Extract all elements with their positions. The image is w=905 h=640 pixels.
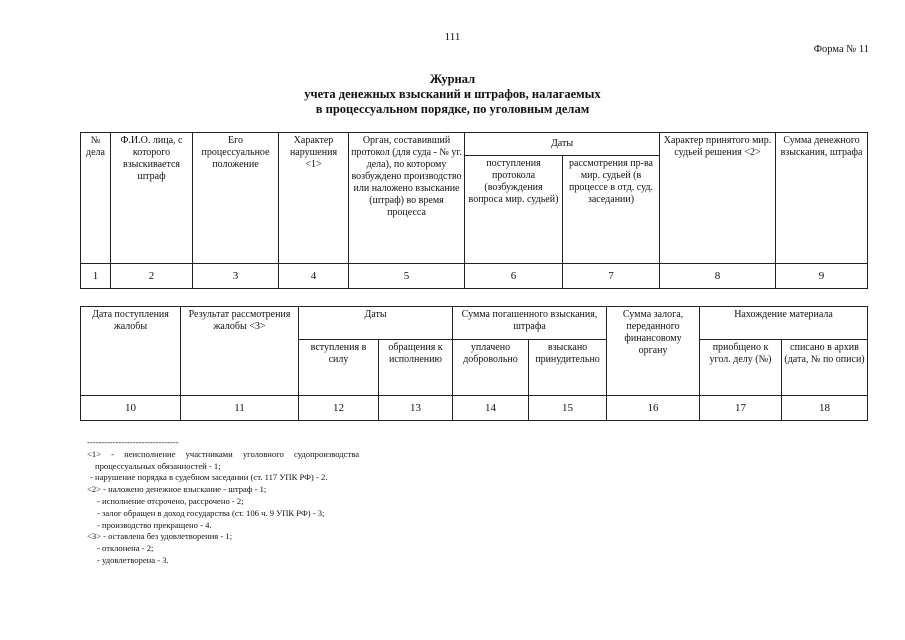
- header-collected-forcibly: взыскано принудительно: [529, 340, 607, 396]
- column-number: 2: [111, 264, 193, 289]
- footnote-3-option-2: - отклонена - 2;: [97, 543, 154, 554]
- column-number: 17: [700, 396, 782, 421]
- header-decision-type: Характер принятого мир. судьей решения <2>: [660, 133, 776, 264]
- header-procedural-status: Его процессуальное положение: [193, 133, 279, 264]
- column-number: 11: [181, 396, 299, 421]
- header-complaint-date: Дата поступления жалобы: [81, 307, 181, 396]
- header-violation-type: Характер нарушения <1>: [279, 133, 349, 264]
- footnote-1-option-2: - нарушение порядка в судебном заседании (ст. 117 УПК РФ) - 2.: [90, 472, 328, 483]
- header-dates-2: Даты: [299, 307, 453, 340]
- footnote-separator: --------------------------------: [87, 437, 179, 447]
- column-number: 4: [279, 264, 349, 289]
- journal-subtitle-line-1: учета денежных взысканий и штрафов, налагаемых: [304, 87, 601, 101]
- journal-subtitle-line-2: в процессуальном порядке, по уголовным делам: [315, 102, 590, 116]
- header-enforcement-date: обращения к исполнению: [379, 340, 453, 396]
- column-number: 16: [607, 396, 700, 421]
- column-numbers-row-2: [81, 396, 868, 421]
- journal-table-part-2: [80, 306, 868, 421]
- column-number: 7: [563, 264, 660, 289]
- column-number: 15: [529, 396, 607, 421]
- footnote-2-option-3: - залог обращен в доход государства (ст. 106 ч. 9 УПК РФ) - 3;: [97, 507, 325, 518]
- column-number: 8: [660, 264, 776, 289]
- header-sum-paid: Сумма погашенного взыскания, штрафа: [453, 307, 607, 340]
- header-effective-date: вступления в силу: [299, 340, 379, 396]
- header-attached-to-case: приобщено к угол. делу (№): [700, 340, 782, 396]
- column-number: 5: [349, 264, 465, 289]
- header-case-number: № дела: [81, 133, 111, 264]
- footnote-2-option-4: - производство прекращено - 4.: [97, 519, 212, 530]
- column-number: 1: [81, 264, 111, 289]
- column-number: 6: [465, 264, 563, 289]
- column-number: 18: [782, 396, 868, 421]
- form-label: Форма № 11: [813, 44, 869, 55]
- footnote-1-continued: процессуальных обязанностей - 1;: [95, 460, 221, 471]
- footnote-3: <3> - оставлена без удовлетворения - 1;: [87, 531, 233, 542]
- header-penalty-amount: Сумма денежного взыскания, штрафа: [776, 133, 868, 264]
- column-number: 13: [379, 396, 453, 421]
- header-full-name: Ф.И.О. лица, с которого взыскивается штраф: [111, 133, 193, 264]
- header-paid-voluntarily: уплачено добровольно: [453, 340, 529, 396]
- column-number: 10: [81, 396, 181, 421]
- header-archived: списано в архив (дата, № по описи): [782, 340, 868, 396]
- footnote-2: <2> - наложено денежное взыскание - штраф - 1;: [87, 484, 267, 495]
- header-protocol-receipt: поступления протокола (возбуждения вопроса мир. судьей): [465, 156, 563, 264]
- footnotes: [87, 437, 787, 567]
- column-number: 3: [193, 264, 279, 289]
- footnote-2-option-2: - исполнение отсрочено, рассрочено - 2;: [97, 495, 244, 506]
- header-authority: Орган, составивший протокол (для суда - № уг. дела), по которому возбуждено производство или наложено взыскание (штраф) во время процесса: [349, 133, 465, 264]
- journal-title: Журнал: [429, 72, 476, 86]
- journal-table-part-1: [80, 132, 868, 289]
- header-bail-amount: Сумма залога, переданного финансовому органу: [607, 307, 700, 396]
- footnote-1: <1> - неисполнение участниками уголовного судопроизводства: [87, 448, 360, 459]
- footnote-3-option-3: - удовлетворена - 3.: [97, 554, 169, 565]
- header-complaint-result: Результат рассмотрения жалобы <3>: [181, 307, 299, 396]
- column-number: 12: [299, 396, 379, 421]
- header-dates: Даты: [465, 133, 660, 156]
- column-number: 14: [453, 396, 529, 421]
- header-case-review: рассмотрения пр-ва мир. судьей (в процессе в отд. суд. заседании): [563, 156, 660, 264]
- column-numbers-row: [81, 264, 868, 289]
- header-material-location: Нахождение материала: [700, 307, 868, 340]
- page-number: 111: [444, 31, 461, 43]
- column-number: 9: [776, 264, 868, 289]
